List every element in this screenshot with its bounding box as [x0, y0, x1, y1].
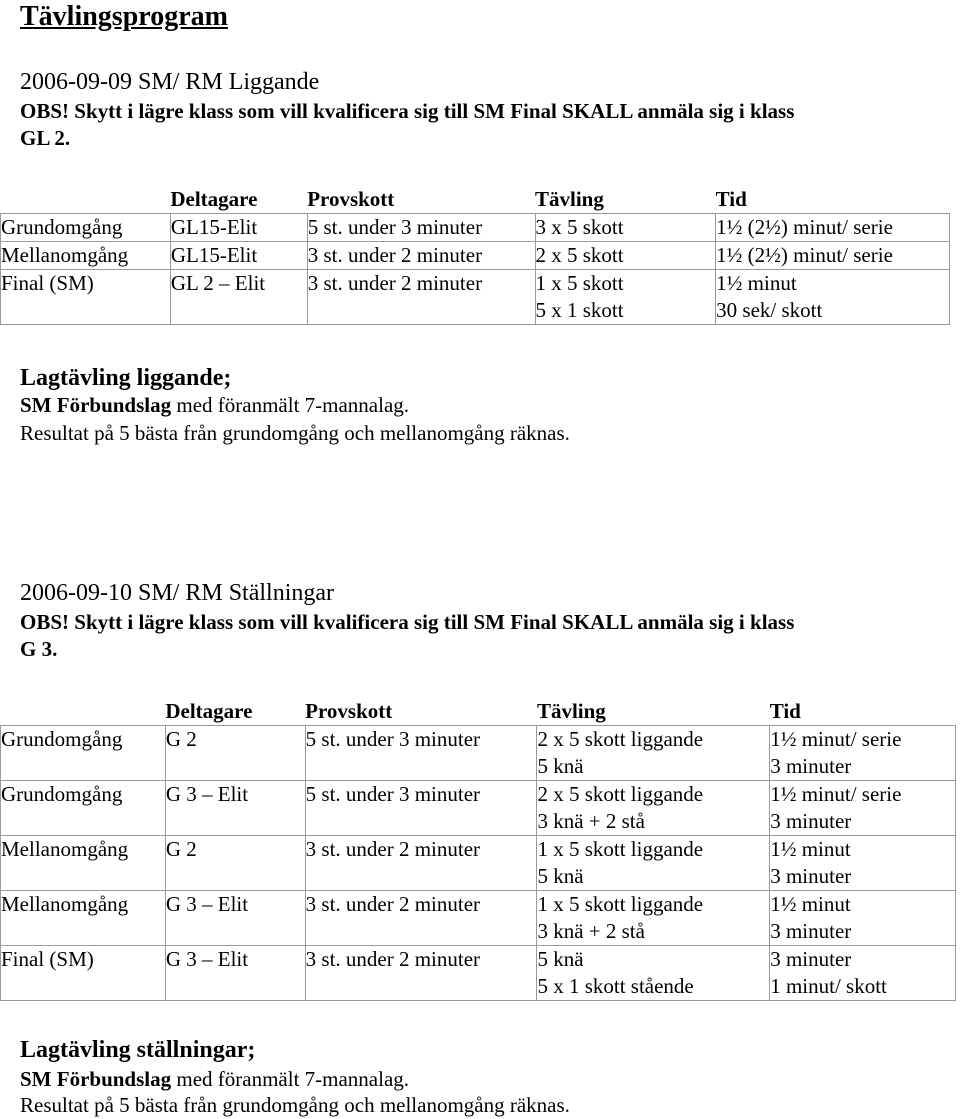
cell-line: 5 x 1 skott stående — [537, 974, 694, 998]
cell-line: 2 x 5 skott liggande — [537, 782, 704, 806]
cell-line: 1½ minut/ serie — [770, 782, 902, 806]
cell-line: G 2 — [165, 837, 197, 861]
cell-line: G 2 — [165, 727, 197, 751]
table-cell — [1, 836, 166, 891]
table-row — [1, 242, 950, 270]
cell-line: 3 st. under 2 minuter — [305, 837, 481, 861]
cell-line: 3 minuter — [770, 919, 852, 943]
section1-team-title: Lagtävling liggande; — [20, 365, 232, 391]
cell-line: Mellanomgång — [1, 892, 129, 916]
cell-line: 3 minuter — [770, 864, 852, 888]
team-line1-rest: med föranmält 7-mannalag. — [171, 1067, 410, 1091]
table-cell — [1, 891, 166, 946]
cell-line: Grundomgång — [1, 782, 123, 806]
cell-line: Final (SM) — [1, 271, 94, 295]
table-cell — [716, 242, 950, 270]
cell-line: 5 knä — [537, 754, 584, 778]
header-deltagare: Deltagare — [170, 186, 307, 214]
table-cell — [305, 891, 537, 946]
cell-line: 5 st. under 3 minuter — [305, 727, 481, 751]
table-cell — [535, 214, 716, 242]
cell-line: 3 minuter — [770, 947, 852, 971]
table-cell — [770, 726, 956, 781]
table-row — [1, 836, 956, 891]
cell-line: 1 x 5 skott — [535, 271, 624, 295]
table-cell — [770, 836, 956, 891]
table-cell — [165, 946, 305, 1001]
cell-line: G 3 – Elit — [165, 892, 249, 916]
cell-line: 2 x 5 skott liggande — [537, 727, 704, 751]
section1-schedule-table — [0, 186, 950, 325]
cell-line: 3 st. under 2 minuter — [305, 947, 481, 971]
table-cell — [165, 836, 305, 891]
cell-line: 1 x 5 skott liggande — [537, 837, 704, 861]
table-cell — [305, 836, 537, 891]
table-cell — [537, 781, 770, 836]
cell-line: 3 minuter — [770, 809, 852, 833]
table-cell — [305, 946, 537, 1001]
section1-obs-line1: OBS! Skytt i lägre klass som vill kvalificera sig till SM Final SKALL anmäla sig i klass — [20, 99, 795, 123]
table-cell — [1, 214, 171, 242]
table-cell — [170, 242, 307, 270]
cell-line: 5 knä — [537, 864, 584, 888]
section2-schedule-table — [0, 698, 956, 1001]
table-cell — [537, 836, 770, 891]
table-row — [1, 270, 950, 325]
header-provskott: Provskott — [307, 186, 535, 214]
header-tid: Tid — [716, 186, 950, 214]
table-cell — [770, 781, 956, 836]
cell-line: GL15-Elit — [170, 215, 258, 239]
cell-line: 1 minut/ skott — [770, 974, 887, 998]
cell-line: 3 knä + 2 stå — [537, 919, 645, 943]
table-cell — [170, 270, 307, 325]
cell-line: 5 st. under 3 minuter — [307, 215, 483, 239]
section2-obs-line2: G 3. — [20, 637, 58, 661]
cell-line: G 3 – Elit — [165, 782, 249, 806]
team-name: SM Förbundslag — [20, 1067, 172, 1091]
header-tavling: Tävling — [535, 186, 716, 214]
cell-line: 2 x 5 skott — [535, 243, 624, 267]
cell-line: 3 st. under 2 minuter — [305, 892, 481, 916]
cell-line: Mellanomgång — [1, 243, 129, 267]
table-cell — [537, 726, 770, 781]
cell-line: 5 knä — [537, 947, 584, 971]
section2-date-title: 2006-09-10 SM/ RM Ställningar — [20, 580, 335, 606]
table-cell — [716, 270, 950, 325]
section1-date-title: 2006-09-09 SM/ RM Liggande — [20, 69, 320, 95]
cell-line: 1½ minut — [716, 271, 797, 295]
table-row — [1, 781, 956, 836]
cell-line: 1½ minut — [770, 837, 851, 861]
cell-line: 1½ minut — [770, 892, 851, 916]
table-row — [1, 726, 956, 781]
cell-line: 5 x 1 skott — [535, 298, 624, 322]
table-cell — [307, 270, 535, 325]
table-header-row — [1, 698, 956, 726]
table-cell — [307, 214, 535, 242]
table-cell — [1, 781, 166, 836]
table-cell — [305, 781, 537, 836]
cell-line: G 3 – Elit — [165, 947, 249, 971]
table-cell — [537, 946, 770, 1001]
table-cell — [1, 726, 166, 781]
cell-line: GL 2 – Elit — [170, 271, 266, 295]
cell-line: 30 sek/ skott — [716, 298, 823, 322]
team-name: SM Förbundslag — [20, 393, 172, 417]
table-cell — [537, 891, 770, 946]
cell-line: Grundomgång — [1, 215, 123, 239]
table-cell — [165, 726, 305, 781]
table-cell — [165, 781, 305, 836]
table-row — [1, 946, 956, 1001]
cell-line: 3 st. under 2 minuter — [307, 243, 483, 267]
cell-line: 5 st. under 3 minuter — [305, 782, 481, 806]
table-cell — [770, 891, 956, 946]
table-cell — [716, 214, 950, 242]
table-row — [1, 891, 956, 946]
cell-line: 1½ (2½) minut/ serie — [716, 215, 893, 239]
section2-team-title: Lagtävling ställningar; — [20, 1037, 256, 1063]
header-deltagare: Deltagare — [165, 698, 305, 726]
table-cell — [770, 946, 956, 1001]
cell-line: 3 st. under 2 minuter — [307, 271, 483, 295]
table-cell — [165, 891, 305, 946]
section1-team-line1 — [20, 392, 409, 419]
table-cell — [307, 242, 535, 270]
table-cell — [535, 242, 716, 270]
section2-team-line2: Resultat på 5 bästa från grundomgång och mellanomgång räknas. — [20, 1093, 570, 1117]
table-cell — [1, 270, 171, 325]
header-tid: Tid — [770, 698, 956, 726]
section1-obs-line2: GL 2. — [20, 126, 71, 150]
cell-line: Final (SM) — [1, 947, 94, 971]
cell-line: 1½ (2½) minut/ serie — [716, 243, 893, 267]
header-provskott: Provskott — [305, 698, 537, 726]
cell-line: Mellanomgång — [1, 837, 129, 861]
table-cell — [1, 946, 166, 1001]
table-cell — [305, 726, 537, 781]
section2-team-line1 — [20, 1066, 409, 1093]
table-cell — [1, 242, 171, 270]
cell-line: 1 x 5 skott liggande — [537, 892, 704, 916]
table-row — [1, 214, 950, 242]
page-title: Tävlingsprogram — [20, 1, 228, 32]
table-cell — [170, 214, 307, 242]
table-cell — [535, 270, 716, 325]
cell-line: 3 minuter — [770, 754, 852, 778]
header-tavling: Tävling — [537, 698, 770, 726]
section2-obs-line1: OBS! Skytt i lägre klass som vill kvalificera sig till SM Final SKALL anmäla sig i klass — [20, 610, 795, 634]
team-line1-rest: med föranmält 7-mannalag. — [171, 393, 410, 417]
cell-line: Grundomgång — [1, 727, 123, 751]
cell-line: 1½ minut/ serie — [770, 727, 902, 751]
cell-line: 3 knä + 2 stå — [537, 809, 645, 833]
cell-line: 3 x 5 skott — [535, 215, 624, 239]
section1-team-line2: Resultat på 5 bästa från grundomgång och mellanomgång räknas. — [20, 421, 570, 445]
cell-line: GL15-Elit — [170, 243, 258, 267]
table-header-row — [1, 186, 950, 214]
